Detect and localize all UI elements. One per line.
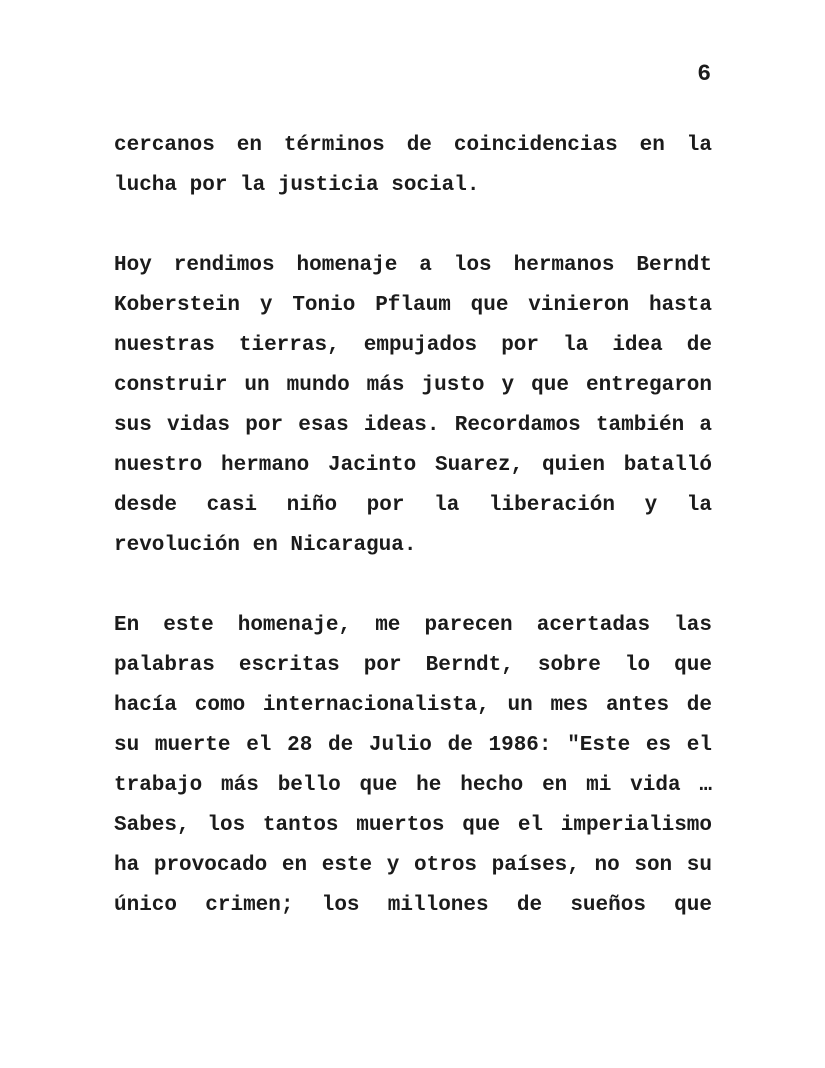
text-line: Sabes, los tantos muertos que el imperialismo xyxy=(114,814,712,837)
text-line: único crimen; los millones de sueños que xyxy=(114,894,712,917)
text-line: cercanos en términos de coincidencias en la xyxy=(114,134,712,157)
text-line: revolución en Nicaragua. xyxy=(114,534,417,557)
text-line: lucha por la justicia social. xyxy=(114,174,480,197)
text-line: sus vidas por esas ideas. Recordamos también a xyxy=(114,414,712,437)
document-body xyxy=(114,126,712,966)
text-line: su muerte el 28 de Julio de 1986: "Este es el xyxy=(114,734,712,757)
page-number: 6 xyxy=(697,61,712,87)
paragraph xyxy=(114,246,712,566)
paragraph xyxy=(114,606,712,926)
text-line: nuestras tierras, empujados por la idea de xyxy=(114,334,712,357)
text-line: nuestro hermano Jacinto Suarez, quien batalló xyxy=(114,454,712,477)
text-line: Hoy rendimos homenaje a los hermanos Berndt xyxy=(114,254,712,277)
text-line: En este homenaje, me parecen acertadas las xyxy=(114,614,712,637)
text-line: construir un mundo más justo y que entregaron xyxy=(114,374,712,397)
text-line: Koberstein y Tonio Pflaum que vinieron hasta xyxy=(114,294,712,317)
text-line: hacía como internacionalista, un mes antes de xyxy=(114,694,712,717)
text-line: palabras escritas por Berndt, sobre lo que xyxy=(114,654,712,677)
text-line: desde casi niño por la liberación y la xyxy=(114,494,712,517)
paragraph xyxy=(114,126,712,206)
text-line: trabajo más bello que he hecho en mi vida … xyxy=(114,774,712,797)
text-line: ha provocado en este y otros países, no son su xyxy=(114,854,712,877)
